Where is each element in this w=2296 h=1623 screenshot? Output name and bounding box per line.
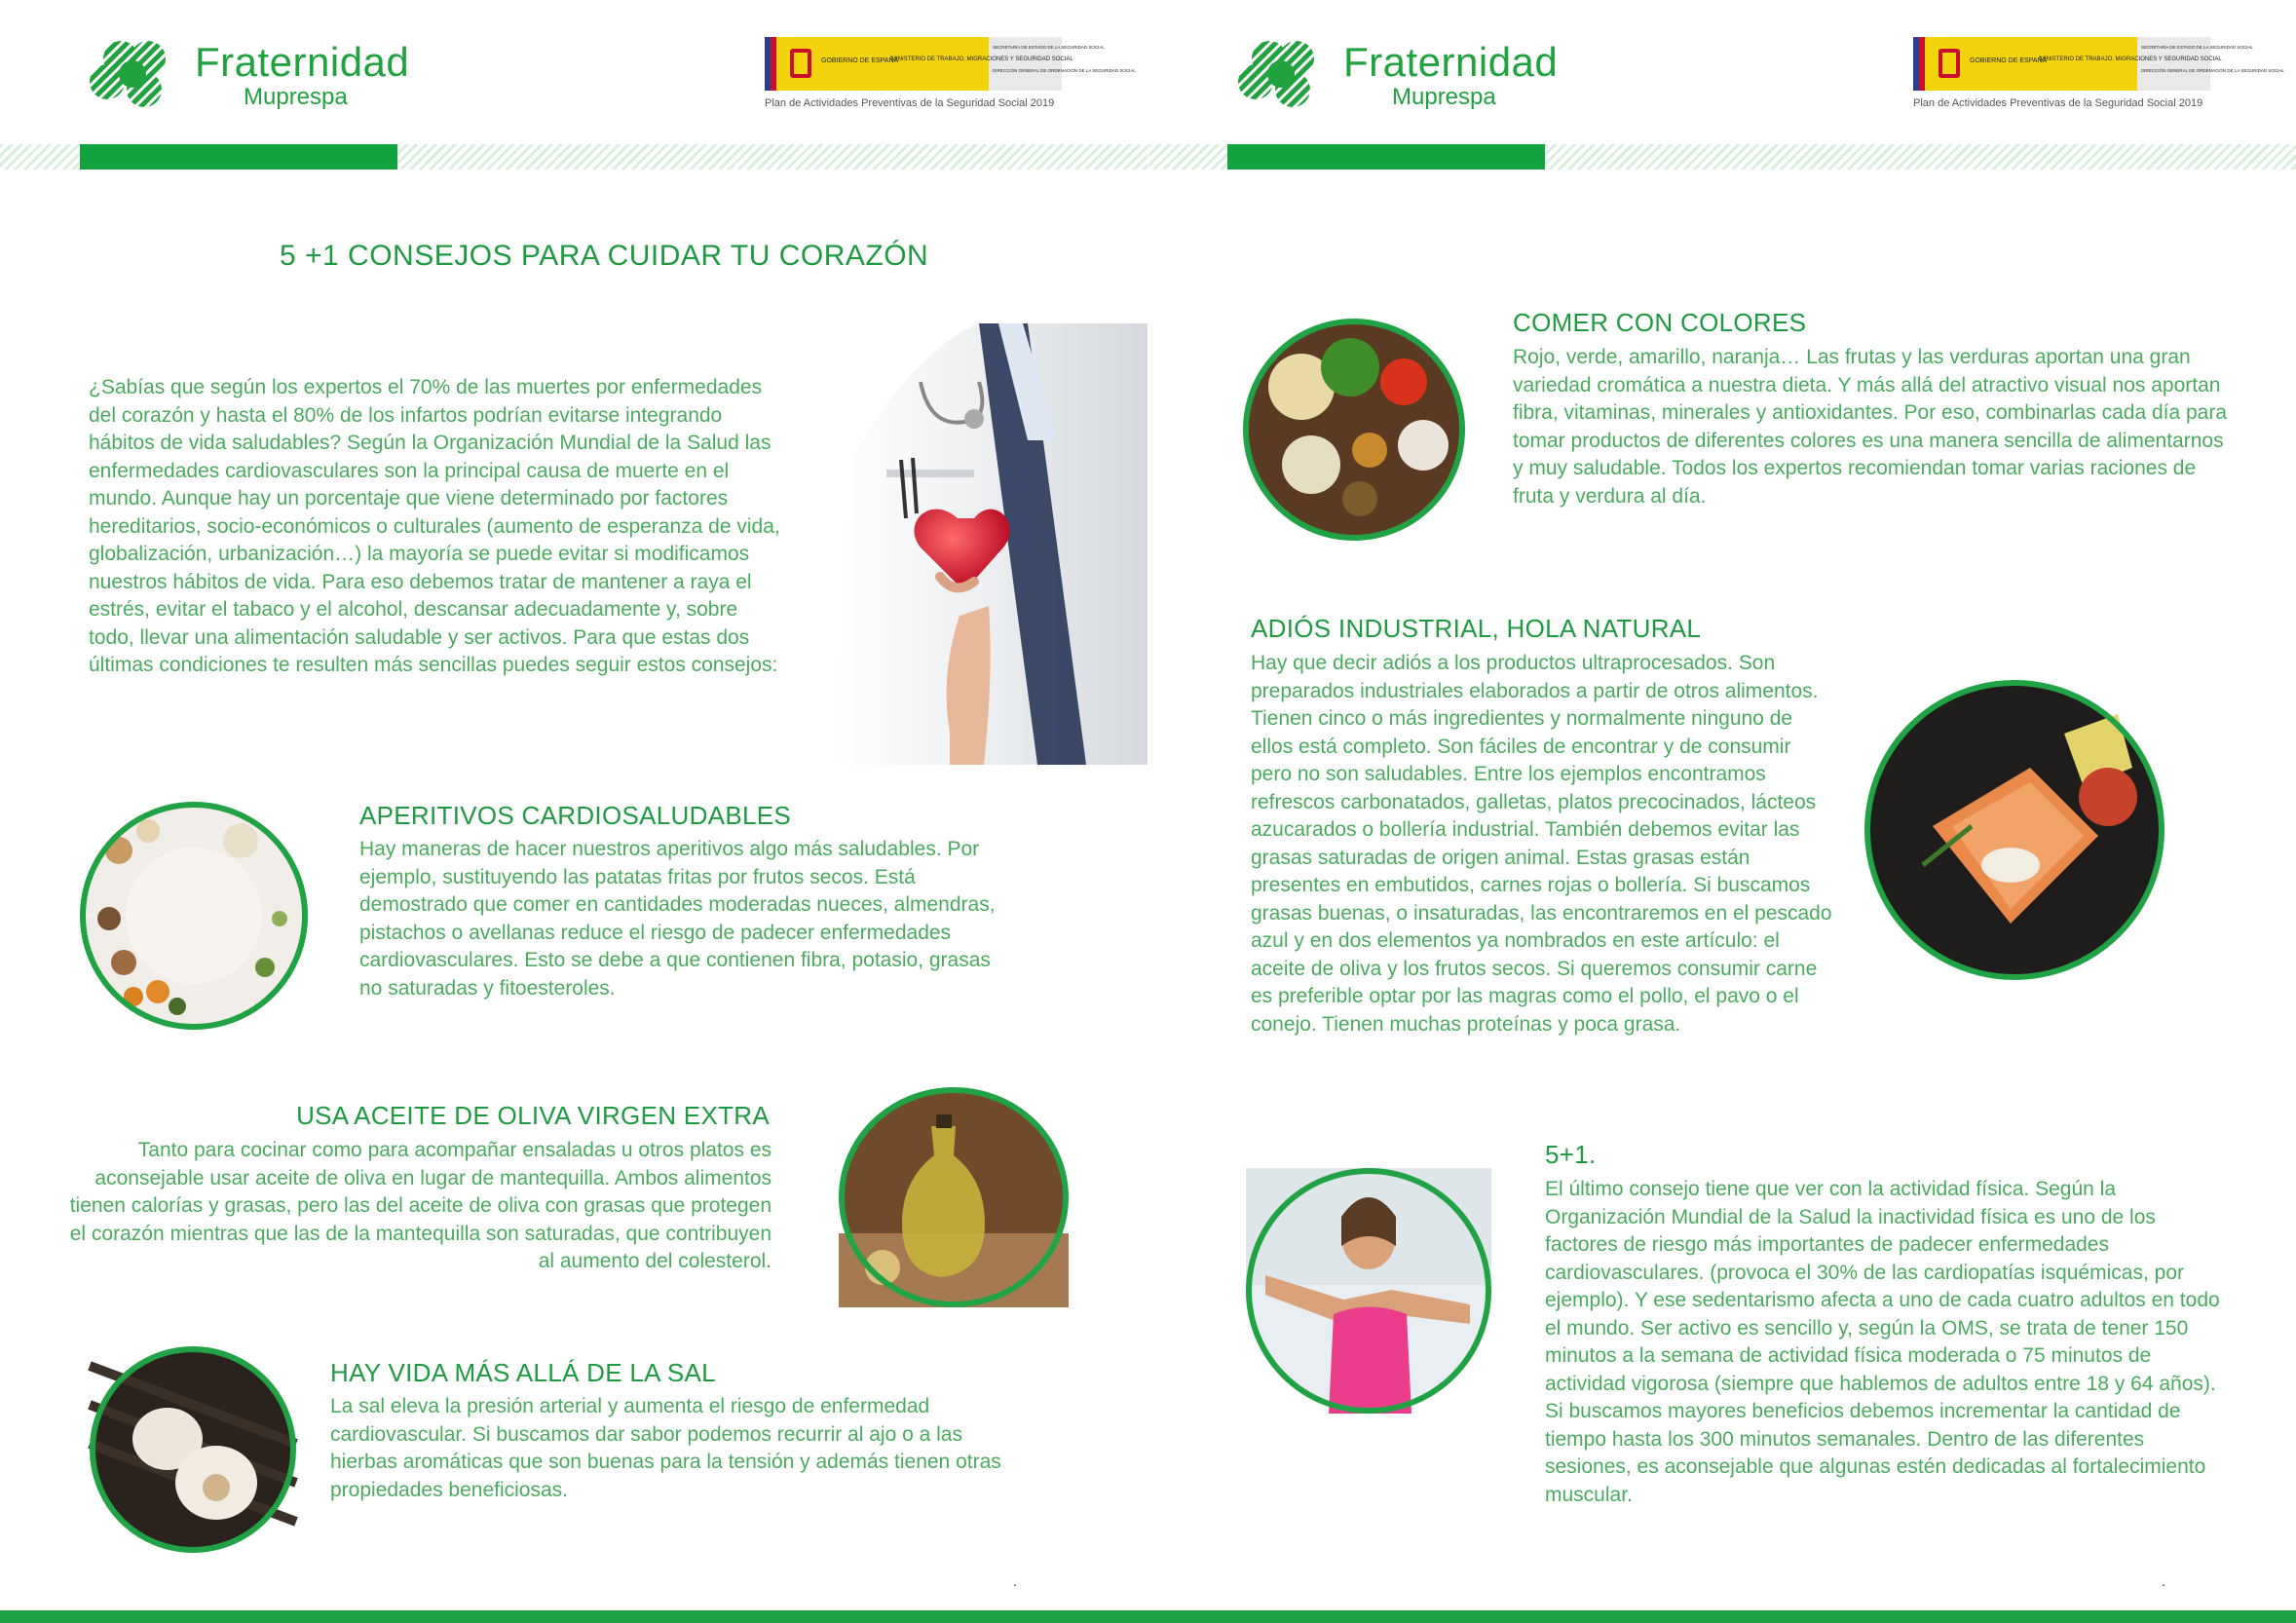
section-title-sal: HAY VIDA MÁS ALLÁ DE LA SAL: [330, 1358, 716, 1387]
section-title-industrial: ADIÓS INDUSTRIAL, HOLA NATURAL: [1251, 614, 1702, 643]
section-text-aceite: Tanto para cocinar como para acompañar ensaladas u otros platos es aconsejable usar aceite de oliva en lugar de mantequilla. Ambos alimentos tienen calorías y grasas, pero las del aceite de oliva con grasas que protegen el corazón mientras que las de la mantequilla son saturadas, que contribuyen al aumento del colesterol.: [69, 1139, 772, 1272]
woman-exercise-image: [1246, 1168, 1491, 1414]
gov-line4: DIRECCIÓN GENERAL DE ORDENACIÓN DE LA SEGURIDAD SOCIAL: [2141, 68, 2284, 73]
gov-line4: DIRECCIÓN GENERAL DE ORDENACIÓN DE LA SEGURIDAD SOCIAL: [993, 68, 1136, 73]
garlic-image: [90, 1346, 296, 1553]
government-logo: [765, 37, 1136, 115]
brand-name: Fraternidad: [195, 39, 410, 85]
gov-line3: SECRETARÍA DE ESTADO DE LA SEGURIDAD SOCIAL: [993, 45, 1105, 50]
section-title-aperitivos: APERITIVOS CARDIOSALUDABLES: [359, 801, 792, 830]
salmon-image: [1864, 680, 2164, 980]
section-text-aperitivos: Hay maneras de hacer nuestros aperitivos algo más saludables. Por ejemplo, sustituyendo las patatas fritas por frutos secos. Está demostrado que comer en cantidades moderadas nueces, almendras, pistachos o avellanas reduce el riesgo de padecer enfermedades cardiovasculares. Esto se debe a que contienen fibra, potasio, grasas no saturadas y fitoesteroles.: [359, 838, 996, 1000]
brand-subname: Muprespa: [1392, 84, 1496, 110]
header-green-bar: [1227, 144, 1545, 170]
gov-line3: SECRETARÍA DE ESTADO DE LA SEGURIDAD SOCIAL: [2141, 45, 2253, 50]
olive-oil-image: [839, 1087, 1069, 1307]
plan-caption: Plan de Actividades Preventivas de la Seguridad Social 2019: [765, 97, 1055, 109]
government-logo: [1913, 37, 2284, 115]
brand-logo: [1234, 37, 1559, 120]
section-text-sal: La sal eleva la presión arterial y aumenta el riesgo de enfermedad cardiovascular. Si buscamos dar sabor podemos recurrir al ajo o a las hierbas aromáticas que son buenas para la tensión y además tienen otras propiedades beneficiosas.: [330, 1395, 1001, 1501]
government-emblem: [1913, 37, 2284, 91]
plan-caption: Plan de Actividades Preventivas de la Seguridad Social 2019: [1913, 97, 2203, 109]
intro-paragraph: ¿Sabías que según los expertos el 70% de las muertes por enfermedades del corazón y hasta el 80% de los infartos podrían evitarse integrando hábitos de vida saludables? Según la Organización Mundial de la Salud las enfermedades cardiovasculares son la principal causa de muerte en el mundo. Aunque hay un porcentaje que viene determinado por factores hereditarios, socio-económicos o culturales (aumento de esperanza de vida, globalización, urbanización…) la mayoría se puede evitar si modificamos nuestros hábitos de vida. Para eso debemos tratar de mantener a raya el estrés, evitar el tabaco y el alcohol, descansar adecuadamente y, sobre todo, llevar una alimentación saludable y ser activos. Para que estas dos últimas condiciones te resulten más sencillas puedes seguir estos consejos:: [89, 376, 780, 676]
header-green-bar: [80, 144, 397, 170]
page-title: 5 +1 CONSEJOS PARA CUIDAR TU CORAZÓN: [280, 240, 929, 272]
government-emblem: [765, 37, 1136, 91]
section-text-industrial: Hay que decir adiós a los productos ultraprocesados. Son preparados industriales elaborados a partir de otros alimentos. Tienen cinco o más ingredientes y normalmente ninguno de ellos está completo. Son fáciles de encontrar y de consumir pero no son saludables. Entre los ejemplos encontramos refrescos carbonatados, galletas, platos precocinados, lácteos azucarados o bollería industrial. También debemos evitar las grasas saturadas de origen animal. Estas grasas están presentes en embutidos, carnes rojas o bollería. Si buscamos grasas buenas, o insaturadas, las encontraremos en el pescado azul y en dos elementos ya nombrados en este artículo: el aceite de oliva y los frutos secos. Si queremos consumir carne es preferible optar por las magras como el pollo, el pavo o el conejo. Tienen muchas proteínas y poca grasa.: [1251, 652, 1832, 1036]
doctor-heart-image: [794, 323, 1148, 765]
footer-green-bar: [0, 1610, 2296, 1623]
brand-subname: Muprespa: [244, 84, 348, 110]
section-title-colores: COMER CON COLORES: [1513, 308, 1807, 337]
brand-logo: [86, 37, 410, 120]
nuts-image: [80, 802, 308, 1030]
clover-logo-icon: [86, 37, 183, 115]
gov-line2: MINISTERIO DE TRABAJO, MIGRACIONES Y SEGURIDAD SOCIAL: [891, 57, 1073, 62]
section-title-aceite: USA ACEITE DE OLIVA VIRGEN EXTRA: [296, 1101, 770, 1130]
section-text-colores: Rojo, verde, amarillo, naranja… Las frutas y las verduras aportan una gran variedad cromática a nuestra dieta. Y más allá del atractivo visual nos aportan fibra, vitaminas, minerales y antioxidantes. Por eso, combinarlas cada día para tomar productos de diferentes colores es una manera sencilla de alimentarnos y muy saludable. Todos los expertos recomiendan tomar varias raciones de fruta y verdura al día.: [1513, 346, 2228, 508]
gov-line1: GOBIERNO DE ESPAÑA: [1970, 57, 2048, 64]
gov-line1: GOBIERNO DE ESPAÑA: [821, 57, 899, 64]
vegetables-image: [1243, 319, 1465, 541]
section-title-5plus1: 5+1.: [1545, 1140, 1597, 1169]
clover-logo-icon: [1234, 37, 1332, 115]
page-mark: .: [2162, 1573, 2165, 1589]
brand-name: Fraternidad: [1343, 39, 1559, 85]
page-mark: .: [1013, 1573, 1017, 1589]
right-page: [1148, 0, 2296, 1623]
gov-line2: MINISTERIO DE TRABAJO, MIGRACIONES Y SEGURIDAD SOCIAL: [2040, 57, 2222, 62]
section-text-5plus1: El último consejo tiene que ver con la actividad física. Según la Organización Mundial de la Salud la inactividad física es uno de los factores de riesgo más importantes de padecer enfermedades cardiovasculares. (provoca el 30% de las cardiopatías isquémicas, por ejemplo). Y ese sedentarismo afecta a uno de cada cuatro adultos en todo el mundo. Ser activo es sencillo y, según la OMS, se trata de tener 150 minutos a la semana de actividad física moderada o 75 minutos de actividad vigorosa (siempre que hablemos de adultos entre 18 y 64 años). Si buscamos mayores beneficios debemos incrementar la cantidad de tiempo hasta los 300 minutos semanales. Dentro de las diferentes sesiones, es aconsejable que algunas estén dedicadas al fortalecimiento muscular.: [1545, 1178, 2220, 1506]
